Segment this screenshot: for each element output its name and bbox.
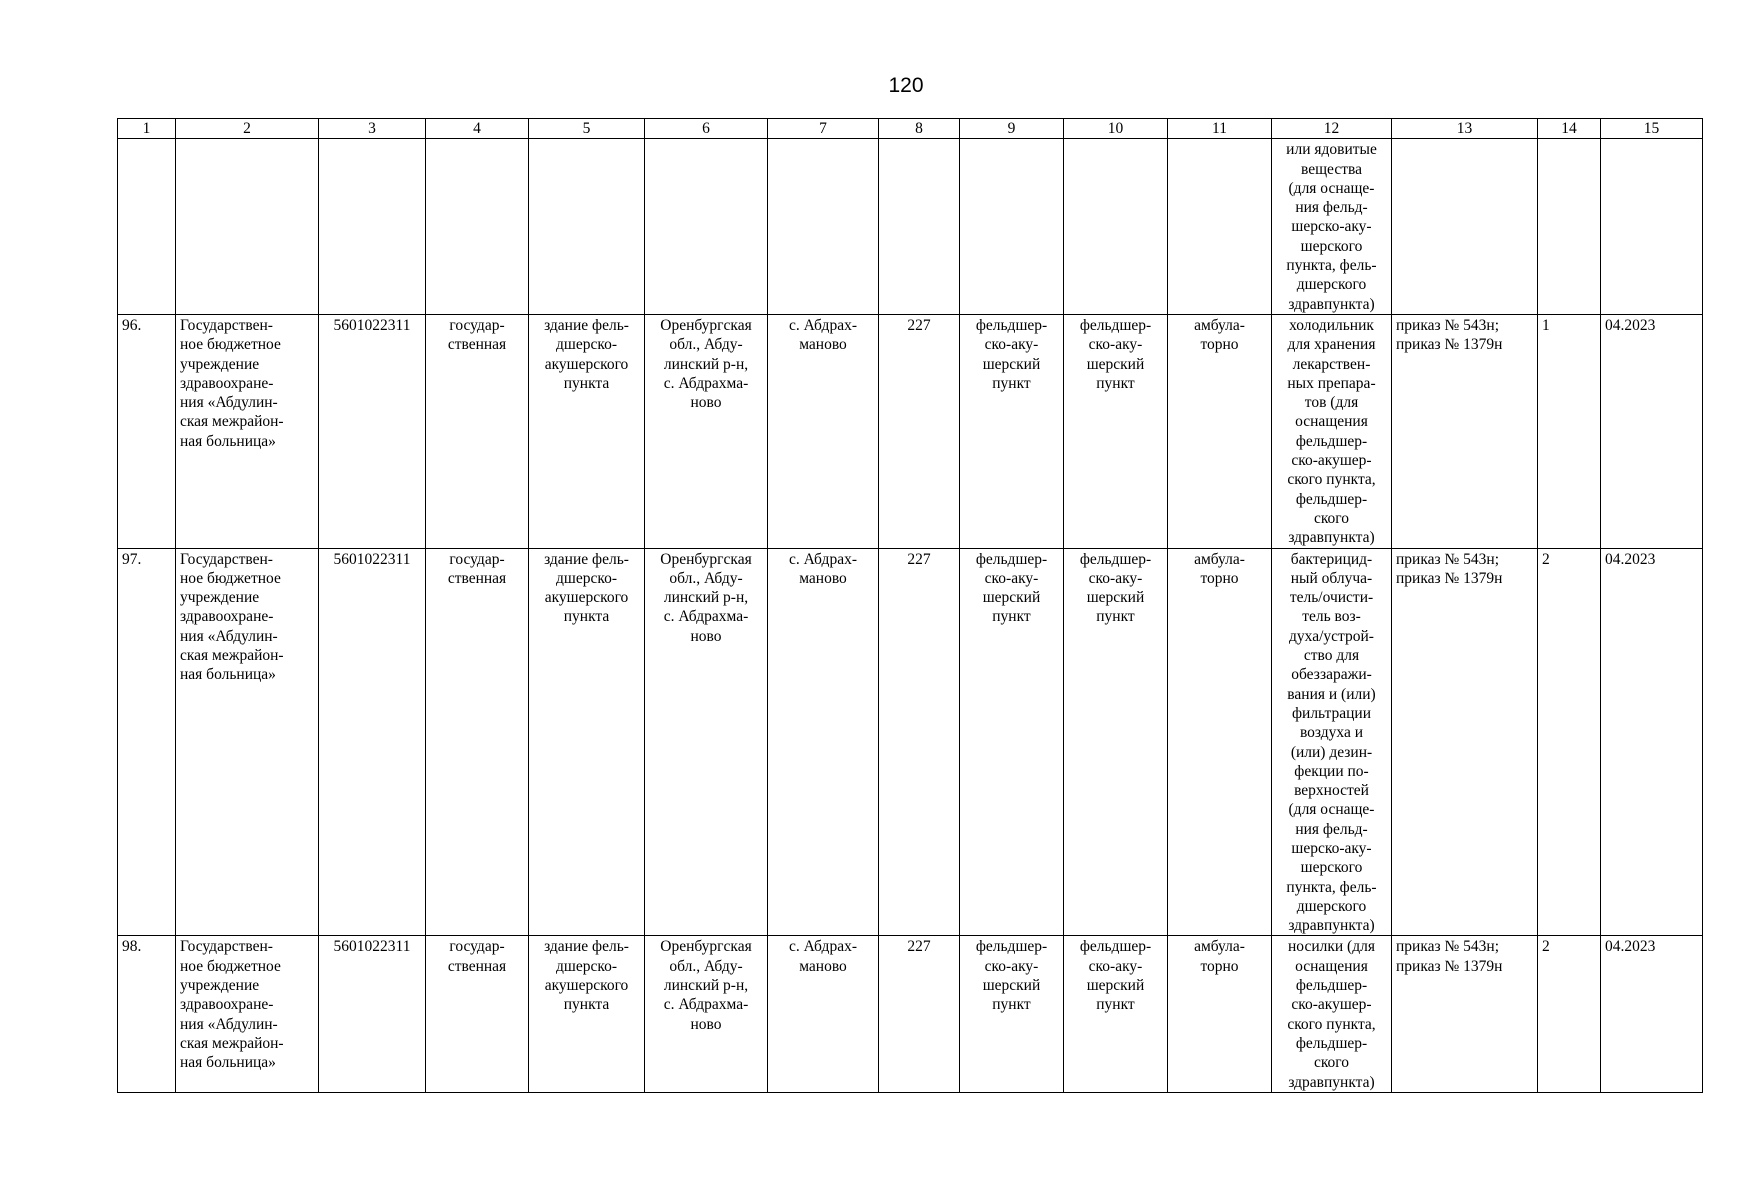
column-number: 14 (1538, 119, 1601, 139)
unit-name-cell: фельдшер- ско-аку- шерский пункт (1064, 936, 1168, 1092)
date-cell: 04.2023 (1601, 548, 1703, 936)
column-number: 6 (645, 119, 768, 139)
column-number: 8 (879, 119, 960, 139)
building-cell: здание фель- дшерско- акушерского пункта (529, 936, 645, 1092)
empty-cell (1601, 139, 1703, 315)
equipment-cell: холодильник для хранения лекарствен- ных препара- тов (для оснащения фельдшер- ско-акушер- ского пункта, фельдшер- ского здравпункта) (1272, 314, 1392, 548)
organization-cell: Государствен- ное бюджетное учреждение здравоохране- ния «Абдулин- ская межрайон- ная больница» (176, 548, 319, 936)
address-cell: Оренбургская обл., Абду- линский р-н, с. Абдрахма- ново (645, 548, 768, 936)
quantity-cell: 2 (1538, 548, 1601, 936)
column-number: 13 (1392, 119, 1538, 139)
population-cell: 227 (879, 936, 960, 1092)
settlement-cell: с. Абдрах- маново (768, 936, 879, 1092)
row-number-cell: 98. (118, 936, 176, 1092)
inn-cell: 5601022311 (319, 936, 426, 1092)
empty-cell (319, 139, 426, 315)
registry-table (117, 118, 1703, 1093)
empty-cell (1168, 139, 1272, 315)
address-cell: Оренбургская обл., Абду- линский р-н, с. Абдрахма- ново (645, 936, 768, 1092)
settlement-cell: с. Абдрах- маново (768, 548, 879, 936)
column-number: 9 (960, 119, 1064, 139)
inn-cell: 5601022311 (319, 548, 426, 936)
ownership-cell: государ- ственная (426, 314, 529, 548)
inn-cell: 5601022311 (319, 314, 426, 548)
equipment-cell: бактерицид- ный облуча- тель/очисти- тель воз- духа/устрой- ство для обеззаражи- вания и (или) фильтрации воздуха и (или) дезин- фекции по- верхностей (для оснаще- ния фельд- шерско-аку- шерского пункта, фель- дшерского здравпункта) (1272, 548, 1392, 936)
table-row (118, 314, 1703, 548)
quantity-cell: 1 (1538, 314, 1601, 548)
ownership-cell: государ- ственная (426, 548, 529, 936)
date-cell: 04.2023 (1601, 314, 1703, 548)
empty-cell (1064, 139, 1168, 315)
population-cell: 227 (879, 548, 960, 936)
column-number: 3 (319, 119, 426, 139)
column-number: 1 (118, 119, 176, 139)
column-number: 12 (1272, 119, 1392, 139)
continuation-row (118, 139, 1703, 315)
date-cell: 04.2023 (1601, 936, 1703, 1092)
empty-cell (1538, 139, 1601, 315)
building-cell: здание фель- дшерско- акушерского пункта (529, 548, 645, 936)
page-number: 120 (888, 74, 924, 97)
settlement-cell: с. Абдрах- маново (768, 314, 879, 548)
empty-cell (645, 139, 768, 315)
orders-cell: приказ № 543н; приказ № 1379н (1392, 936, 1538, 1092)
population-cell: 227 (879, 314, 960, 548)
empty-cell (879, 139, 960, 315)
care-form-cell: амбула- торно (1168, 314, 1272, 548)
care-form-cell: амбула- торно (1168, 936, 1272, 1092)
empty-cell (176, 139, 319, 315)
empty-cell (1392, 139, 1538, 315)
empty-cell (529, 139, 645, 315)
column-number: 15 (1601, 119, 1703, 139)
column-number: 10 (1064, 119, 1168, 139)
unit-type-cell: фельдшер- ско-аку- шерский пункт (960, 936, 1064, 1092)
column-number: 4 (426, 119, 529, 139)
column-number-row (118, 119, 1703, 139)
empty-cell (118, 139, 176, 315)
column-number: 7 (768, 119, 879, 139)
care-form-cell: амбула- торно (1168, 548, 1272, 936)
organization-cell: Государствен- ное бюджетное учреждение здравоохране- ния «Абдулин- ская межрайон- ная больница» (176, 936, 319, 1092)
unit-name-cell: фельдшер- ско-аку- шерский пункт (1064, 548, 1168, 936)
ownership-cell: государ- ственная (426, 936, 529, 1092)
address-cell: Оренбургская обл., Абду- линский р-н, с. Абдрахма- ново (645, 314, 768, 548)
quantity-cell: 2 (1538, 936, 1601, 1092)
column-number: 2 (176, 119, 319, 139)
equipment-cell: носилки (для оснащения фельдшер- ско-акушер- ского пункта, фельдшер- ского здравпункта) (1272, 936, 1392, 1092)
table-row (118, 548, 1703, 936)
unit-name-cell: фельдшер- ско-аку- шерский пункт (1064, 314, 1168, 548)
orders-cell: приказ № 543н; приказ № 1379н (1392, 548, 1538, 936)
empty-cell (426, 139, 529, 315)
equipment-cell: или ядовитые вещества (для оснаще- ния фельд- шерско-аку- шерского пункта, фель- дшерского здравпункта) (1272, 139, 1392, 315)
row-number-cell: 97. (118, 548, 176, 936)
empty-cell (960, 139, 1064, 315)
orders-cell: приказ № 543н; приказ № 1379н (1392, 314, 1538, 548)
building-cell: здание фель- дшерско- акушерского пункта (529, 314, 645, 548)
empty-cell (768, 139, 879, 315)
organization-cell: Государствен- ное бюджетное учреждение здравоохране- ния «Абдулин- ская межрайон- ная больница» (176, 314, 319, 548)
row-number-cell: 96. (118, 314, 176, 548)
table-row (118, 936, 1703, 1092)
column-number: 11 (1168, 119, 1272, 139)
unit-type-cell: фельдшер- ско-аку- шерский пункт (960, 314, 1064, 548)
column-number: 5 (529, 119, 645, 139)
unit-type-cell: фельдшер- ско-аку- шерский пункт (960, 548, 1064, 936)
